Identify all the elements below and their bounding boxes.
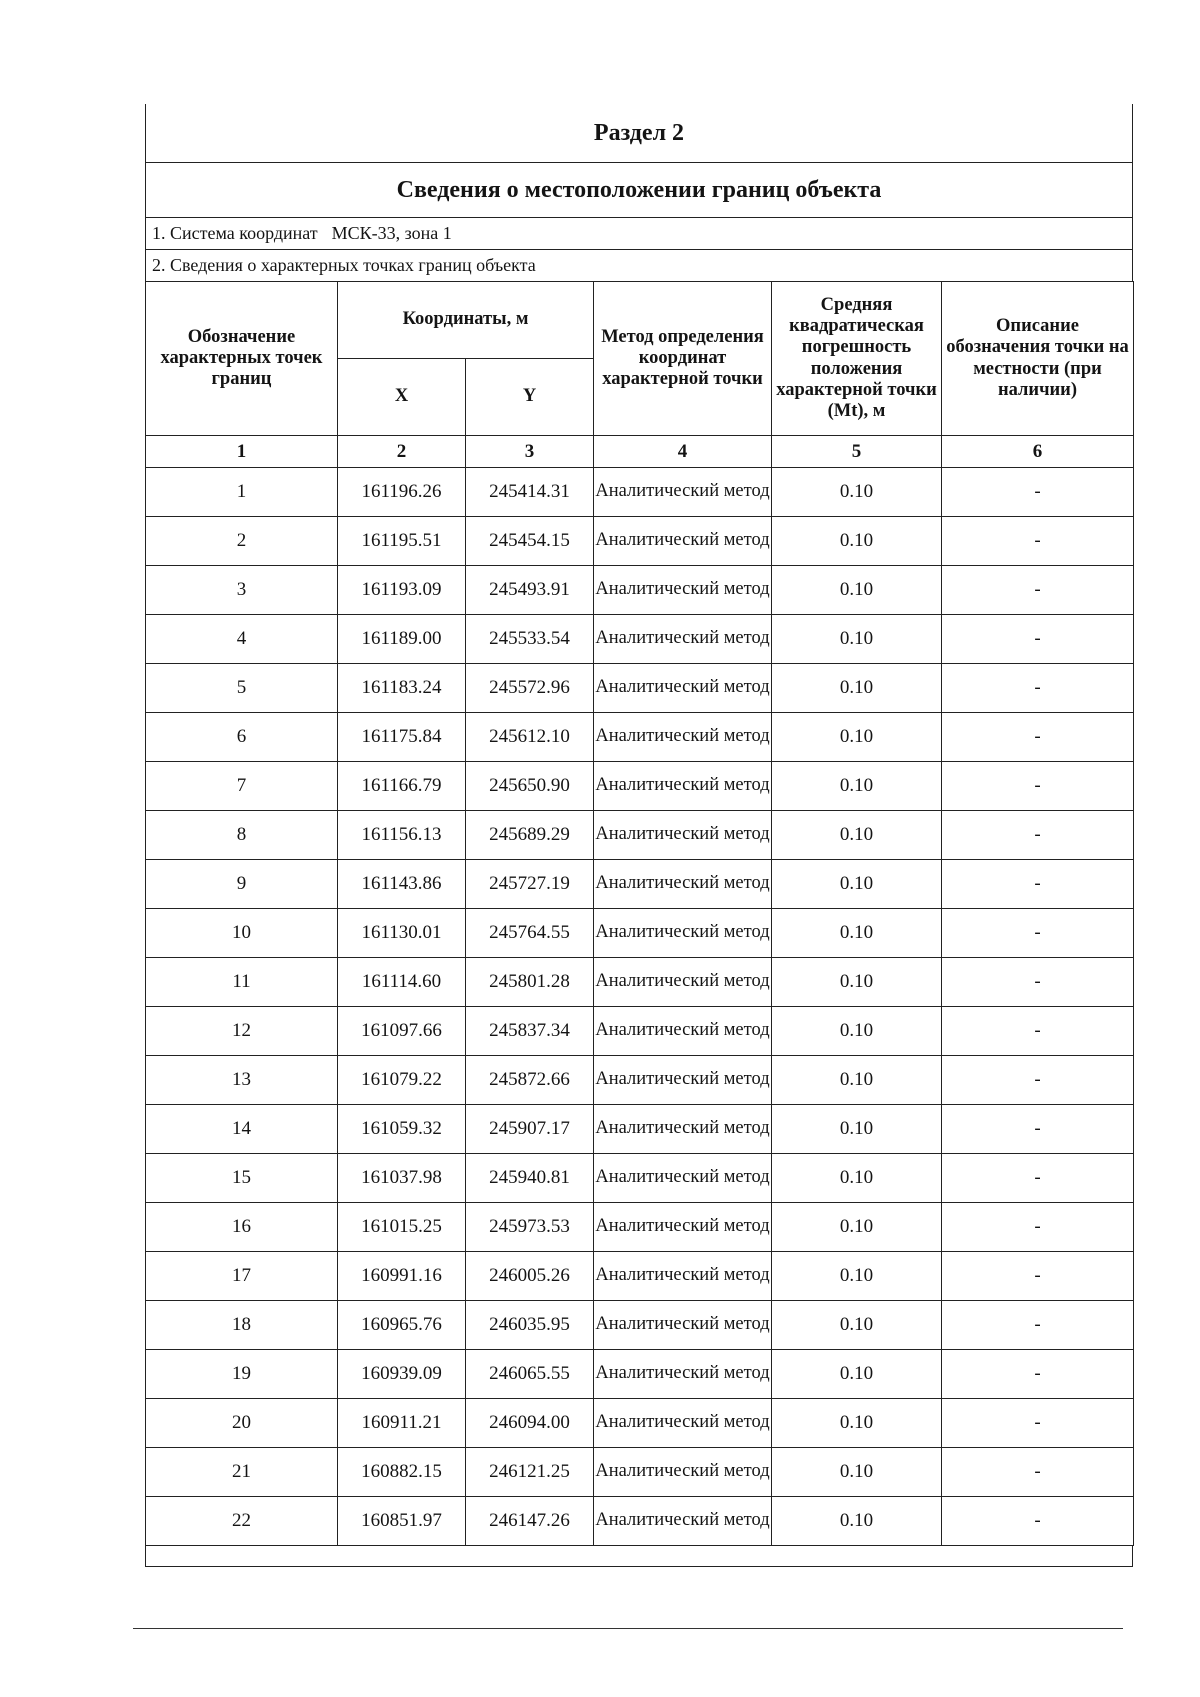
mt-cell: 0.10 — [772, 860, 942, 909]
y-cell: 245454.15 — [466, 517, 594, 566]
point-cell: 7 — [146, 762, 338, 811]
method-cell: Аналитический метод — [594, 1007, 772, 1056]
mt-cell: 0.10 — [772, 1350, 942, 1399]
column-number: 1 — [146, 436, 338, 468]
x-cell: 161079.22 — [338, 1056, 466, 1105]
method-cell: Аналитический метод — [594, 1203, 772, 1252]
x-cell: 161097.66 — [338, 1007, 466, 1056]
table-row — [146, 860, 1134, 909]
table-body — [146, 468, 1134, 1546]
point-cell: 10 — [146, 909, 338, 958]
mt-cell: 0.10 — [772, 909, 942, 958]
description-cell: - — [942, 1497, 1134, 1546]
header-y: Y — [466, 359, 594, 436]
y-cell: 245572.96 — [466, 664, 594, 713]
header-x: X — [338, 359, 466, 436]
point-cell: 19 — [146, 1350, 338, 1399]
mt-cell: 0.10 — [772, 1007, 942, 1056]
x-cell: 161175.84 — [338, 713, 466, 762]
point-cell: 14 — [146, 1105, 338, 1154]
y-cell: 245907.17 — [466, 1105, 594, 1154]
mt-cell: 0.10 — [772, 1399, 942, 1448]
x-cell: 160965.76 — [338, 1301, 466, 1350]
description-cell: - — [942, 566, 1134, 615]
point-cell: 2 — [146, 517, 338, 566]
mt-cell: 0.10 — [772, 517, 942, 566]
description-cell: - — [942, 615, 1134, 664]
description-cell: - — [942, 762, 1134, 811]
method-cell: Аналитический метод — [594, 958, 772, 1007]
mt-cell: 0.10 — [772, 566, 942, 615]
footer-rule — [133, 1628, 1123, 1629]
x-cell: 161166.79 — [338, 762, 466, 811]
table-row — [146, 566, 1134, 615]
x-cell: 161114.60 — [338, 958, 466, 1007]
section-title: Раздел 2 — [146, 104, 1132, 163]
column-number: 5 — [772, 436, 942, 468]
x-cell: 161015.25 — [338, 1203, 466, 1252]
method-cell: Аналитический метод — [594, 1252, 772, 1301]
y-cell: 245973.53 — [466, 1203, 594, 1252]
method-cell: Аналитический метод — [594, 1399, 772, 1448]
section-frame — [145, 104, 1133, 281]
table-row — [146, 1154, 1134, 1203]
table-tail — [145, 1546, 1133, 1567]
boundary-points-table — [145, 281, 1134, 1546]
x-cell: 161183.24 — [338, 664, 466, 713]
y-cell: 245764.55 — [466, 909, 594, 958]
x-cell: 160851.97 — [338, 1497, 466, 1546]
header-coordinates: Координаты, м — [338, 282, 594, 359]
mt-cell: 0.10 — [772, 762, 942, 811]
method-cell: Аналитический метод — [594, 1105, 772, 1154]
y-cell: 245872.66 — [466, 1056, 594, 1105]
description-cell: - — [942, 1056, 1134, 1105]
points-heading: 2. Сведения о характерных точках границ объекта — [152, 255, 536, 275]
y-cell: 245801.28 — [466, 958, 594, 1007]
method-cell: Аналитический метод — [594, 1154, 772, 1203]
table-row — [146, 1203, 1134, 1252]
coord-system-value: МСК-33, зона 1 — [331, 223, 452, 243]
table-row — [146, 811, 1134, 860]
description-cell: - — [942, 664, 1134, 713]
description-cell: - — [942, 1252, 1134, 1301]
point-cell: 20 — [146, 1399, 338, 1448]
point-cell: 8 — [146, 811, 338, 860]
x-cell: 160882.15 — [338, 1448, 466, 1497]
description-cell: - — [942, 517, 1134, 566]
x-cell: 161189.00 — [338, 615, 466, 664]
y-cell: 246094.00 — [466, 1399, 594, 1448]
point-cell: 4 — [146, 615, 338, 664]
method-cell: Аналитический метод — [594, 713, 772, 762]
y-cell: 245837.34 — [466, 1007, 594, 1056]
x-cell: 161193.09 — [338, 566, 466, 615]
description-cell: - — [942, 909, 1134, 958]
x-cell: 160911.21 — [338, 1399, 466, 1448]
y-cell: 246121.25 — [466, 1448, 594, 1497]
table-row — [146, 909, 1134, 958]
table-row — [146, 1105, 1134, 1154]
table-row — [146, 615, 1134, 664]
table-row — [146, 1056, 1134, 1105]
table-row — [146, 1007, 1134, 1056]
coord-system-line — [146, 218, 1132, 250]
point-cell: 18 — [146, 1301, 338, 1350]
method-cell: Аналитический метод — [594, 1350, 772, 1399]
point-cell: 1 — [146, 468, 338, 517]
column-number: 4 — [594, 436, 772, 468]
point-cell: 6 — [146, 713, 338, 762]
table-row — [146, 517, 1134, 566]
method-cell: Аналитический метод — [594, 468, 772, 517]
x-cell: 160939.09 — [338, 1350, 466, 1399]
point-cell: 17 — [146, 1252, 338, 1301]
description-cell: - — [942, 1007, 1134, 1056]
table-row — [146, 1399, 1134, 1448]
point-cell: 13 — [146, 1056, 338, 1105]
point-cell: 11 — [146, 958, 338, 1007]
y-cell: 245727.19 — [466, 860, 594, 909]
column-number: 6 — [942, 436, 1134, 468]
mt-cell: 0.10 — [772, 1154, 942, 1203]
mt-cell: 0.10 — [772, 1448, 942, 1497]
description-cell: - — [942, 1105, 1134, 1154]
x-cell: 161156.13 — [338, 811, 466, 860]
y-cell: 246065.55 — [466, 1350, 594, 1399]
description-cell: - — [942, 860, 1134, 909]
table-row — [146, 1497, 1134, 1546]
mt-cell: 0.10 — [772, 958, 942, 1007]
x-cell: 161059.32 — [338, 1105, 466, 1154]
column-number: 3 — [466, 436, 594, 468]
y-cell: 246005.26 — [466, 1252, 594, 1301]
point-cell: 15 — [146, 1154, 338, 1203]
y-cell: 246035.95 — [466, 1301, 594, 1350]
description-cell: - — [942, 958, 1134, 1007]
x-cell: 161196.26 — [338, 468, 466, 517]
header-description: Описание обозначения точки на местности (при наличии) — [942, 282, 1134, 436]
table-row — [146, 762, 1134, 811]
method-cell: Аналитический метод — [594, 566, 772, 615]
method-cell: Аналитический метод — [594, 762, 772, 811]
y-cell: 245414.31 — [466, 468, 594, 517]
description-cell: - — [942, 1350, 1134, 1399]
method-cell: Аналитический метод — [594, 1301, 772, 1350]
y-cell: 245689.29 — [466, 811, 594, 860]
mt-cell: 0.10 — [772, 1252, 942, 1301]
mt-cell: 0.10 — [772, 1203, 942, 1252]
description-cell: - — [942, 811, 1134, 860]
method-cell: Аналитический метод — [594, 1448, 772, 1497]
y-cell: 245493.91 — [466, 566, 594, 615]
y-cell: 246147.26 — [466, 1497, 594, 1546]
mt-cell: 0.10 — [772, 1105, 942, 1154]
mt-cell: 0.10 — [772, 1301, 942, 1350]
y-cell: 245650.90 — [466, 762, 594, 811]
description-cell: - — [942, 1154, 1134, 1203]
method-cell: Аналитический метод — [594, 664, 772, 713]
method-cell: Аналитический метод — [594, 811, 772, 860]
description-cell: - — [942, 1399, 1134, 1448]
document-sheet — [145, 104, 1133, 1567]
y-cell: 245612.10 — [466, 713, 594, 762]
header-error: Средняя квадратическая погрешность положения характерной точки (Mt), м — [772, 282, 942, 436]
mt-cell: 0.10 — [772, 664, 942, 713]
description-cell: - — [942, 1448, 1134, 1497]
point-cell: 16 — [146, 1203, 338, 1252]
mt-cell: 0.10 — [772, 1056, 942, 1105]
point-cell: 22 — [146, 1497, 338, 1546]
method-cell: Аналитический метод — [594, 517, 772, 566]
method-cell: Аналитический метод — [594, 615, 772, 664]
method-cell: Аналитический метод — [594, 1497, 772, 1546]
x-cell: 161130.01 — [338, 909, 466, 958]
description-cell: - — [942, 713, 1134, 762]
description-cell: - — [942, 1301, 1134, 1350]
description-cell: - — [942, 1203, 1134, 1252]
table-row — [146, 1252, 1134, 1301]
section-subtitle: Сведения о местоположении границ объекта — [146, 163, 1132, 218]
y-cell: 245533.54 — [466, 615, 594, 664]
mt-cell: 0.10 — [772, 468, 942, 517]
point-cell: 9 — [146, 860, 338, 909]
table-row — [146, 713, 1134, 762]
table-row — [146, 958, 1134, 1007]
point-cell: 12 — [146, 1007, 338, 1056]
method-cell: Аналитический метод — [594, 909, 772, 958]
header-designation: Обозначение характерных точек границ — [146, 282, 338, 436]
method-cell: Аналитический метод — [594, 1056, 772, 1105]
x-cell: 161143.86 — [338, 860, 466, 909]
table-row — [146, 664, 1134, 713]
point-cell: 5 — [146, 664, 338, 713]
point-cell: 21 — [146, 1448, 338, 1497]
table-row — [146, 468, 1134, 517]
header-method: Метод определения координат характерной точки — [594, 282, 772, 436]
table-row — [146, 1448, 1134, 1497]
mt-cell: 0.10 — [772, 713, 942, 762]
mt-cell: 0.10 — [772, 615, 942, 664]
x-cell: 161037.98 — [338, 1154, 466, 1203]
x-cell: 161195.51 — [338, 517, 466, 566]
table-row — [146, 1350, 1134, 1399]
y-cell: 245940.81 — [466, 1154, 594, 1203]
x-cell: 160991.16 — [338, 1252, 466, 1301]
mt-cell: 0.10 — [772, 811, 942, 860]
table-row — [146, 1301, 1134, 1350]
column-number: 2 — [338, 436, 466, 468]
point-cell: 3 — [146, 566, 338, 615]
method-cell: Аналитический метод — [594, 860, 772, 909]
coord-system-label: 1. Система координат — [152, 223, 318, 243]
mt-cell: 0.10 — [772, 1497, 942, 1546]
description-cell: - — [942, 468, 1134, 517]
